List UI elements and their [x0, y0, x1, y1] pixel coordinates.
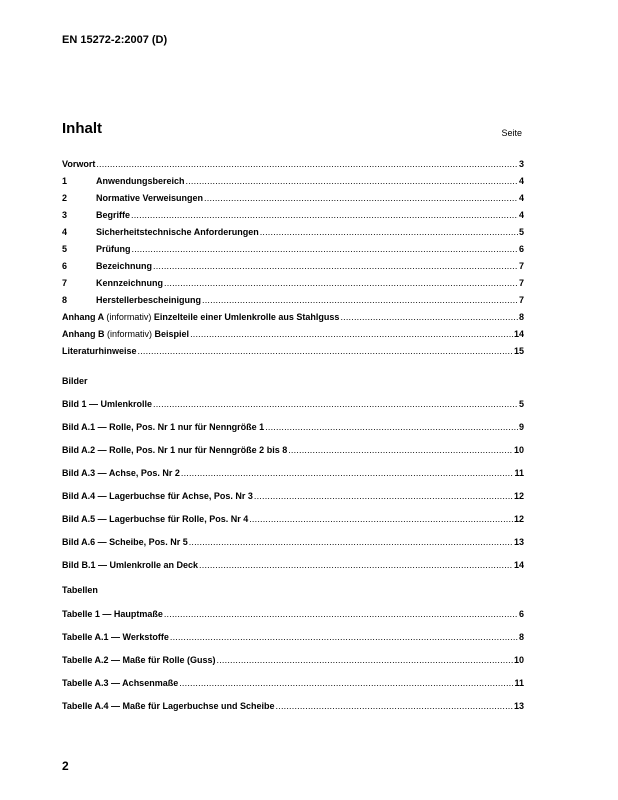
dot-leader — [276, 700, 513, 712]
toc-title: Inhalt — [62, 120, 102, 137]
toc-page-number: 4 — [518, 176, 524, 186]
dot-leader — [186, 175, 518, 187]
dot-leader — [190, 328, 513, 340]
dot-leader — [217, 654, 513, 666]
figure-entry-text: Bild A.4 — Lagerbuchse für Achse, Pos. Nr 3 — [62, 491, 253, 501]
toc-entry-text: Literaturhinweise — [62, 346, 137, 356]
figure-entry-text: Bild A.6 — Scheibe, Pos. Nr 5 — [62, 537, 188, 547]
figure-entry — [62, 536, 524, 548]
toc-entry-text — [62, 311, 339, 323]
dot-leader — [138, 345, 513, 357]
document-id: EN 15272-2:2007 (D) — [62, 34, 168, 46]
section-number: 1 — [62, 176, 68, 186]
figure-page-number: 13 — [513, 537, 524, 547]
figure-page-number: 11 — [514, 468, 524, 478]
dot-leader — [265, 421, 518, 433]
dot-leader — [340, 311, 518, 323]
dot-leader — [202, 294, 518, 306]
figure-entry-text: Bild B.1 — Umlenkrolle an Deck — [62, 560, 199, 570]
toc-page-number: 4 — [518, 210, 524, 220]
table-page-number: 11 — [514, 678, 524, 688]
dot-leader — [181, 467, 514, 479]
dot-leader — [164, 277, 518, 289]
annex-title: Einzelteile einer Umlenkrolle aus Stahlguss — [153, 312, 340, 322]
toc-entry-text: Herstellerbescheinigung — [96, 295, 202, 305]
table-entry — [62, 700, 524, 712]
dot-leader — [204, 192, 518, 204]
toc-entry-text: Prüfung — [96, 244, 131, 254]
figure-entry — [62, 513, 524, 525]
toc-entry — [62, 192, 524, 204]
toc-page-number: 4 — [518, 193, 524, 203]
toc-entry — [62, 243, 524, 255]
toc-page-number: 7 — [518, 295, 524, 305]
toc-page-number: 7 — [518, 278, 524, 288]
toc-entry-text: Bezeichnung — [96, 261, 153, 271]
dot-leader — [96, 158, 518, 170]
toc-page-number: 6 — [518, 244, 524, 254]
figure-entry — [62, 398, 524, 410]
table-entry-text: Tabelle A.4 — Maße für Lagerbuchse und Scheibe — [62, 701, 275, 711]
annex-label: Anhang A — [62, 312, 104, 322]
dot-leader — [164, 608, 518, 620]
tables-heading: Tabellen — [62, 585, 98, 595]
figure-entry-text: Bild A.2 — Rolle, Pos. Nr 1 nur für Nenngröße 2 bis 8 — [62, 445, 288, 455]
figure-page-number: 14 — [513, 560, 524, 570]
toc-entry — [62, 345, 524, 357]
annex-title: Beispiel — [154, 329, 190, 339]
toc-page-number: 7 — [518, 261, 524, 271]
section-number: 7 — [62, 278, 68, 288]
figure-entry — [62, 444, 524, 456]
toc-entry-text: Normative Verweisungen — [96, 193, 204, 203]
dot-leader — [260, 226, 518, 238]
dot-leader — [249, 513, 513, 525]
toc-entry-text: Sicherheitstechnische Anforderungen — [96, 227, 259, 237]
figures-heading: Bilder — [62, 376, 88, 386]
figure-page-number: 5 — [518, 399, 524, 409]
table-entry — [62, 631, 524, 643]
toc-entry — [62, 226, 524, 238]
table-entry-text: Tabelle A.1 — Werkstoffe — [62, 632, 169, 642]
toc-entry — [62, 209, 524, 221]
toc-entry — [62, 277, 524, 289]
page-number: 2 — [62, 759, 69, 773]
dot-leader — [170, 631, 518, 643]
dot-leader — [179, 677, 513, 689]
toc-page-number: 3 — [518, 159, 524, 169]
toc-entry — [62, 328, 524, 340]
table-page-number: 6 — [518, 609, 524, 619]
section-number: 5 — [62, 244, 68, 254]
toc-entry-text: Vorwort — [62, 159, 96, 169]
dot-leader — [153, 398, 518, 410]
table-page-number: 8 — [518, 632, 524, 642]
table-entry — [62, 608, 524, 620]
toc-entry — [62, 260, 524, 272]
figure-page-number: 10 — [513, 445, 524, 455]
table-entry — [62, 654, 524, 666]
section-number: 6 — [62, 261, 68, 271]
toc-entry-text: Anwendungsbereich — [96, 176, 185, 186]
toc-entry-text: Begriffe — [96, 210, 131, 220]
section-number: 2 — [62, 193, 68, 203]
figure-entry-text: Bild A.3 — Achse, Pos. Nr 2 — [62, 468, 180, 478]
section-number: 3 — [62, 210, 68, 220]
table-entry-text: Tabelle A.2 — Maße für Rolle (Guss) — [62, 655, 216, 665]
table-entry-text: Tabelle A.3 — Achsenmaße — [62, 678, 179, 688]
figure-entry-text: Bild A.1 — Rolle, Pos. Nr 1 nur für Nenngröße 1 — [62, 422, 265, 432]
figure-entry — [62, 559, 524, 571]
toc-page-number: 5 — [518, 227, 524, 237]
section-number: 4 — [62, 227, 68, 237]
table-entry-text: Tabelle 1 — Hauptmaße — [62, 609, 163, 619]
figure-entry — [62, 467, 524, 479]
figure-page-number: 12 — [513, 491, 524, 501]
informative-label: (informativ) — [106, 312, 152, 322]
figure-entry-text: Bild A.5 — Lagerbuchse für Rolle, Pos. Nr 4 — [62, 514, 249, 524]
page-column-label: Seite — [501, 128, 522, 138]
dot-leader — [131, 209, 518, 221]
toc-page-number: 14 — [513, 329, 524, 339]
toc-page-number: 8 — [518, 312, 524, 322]
dot-leader — [254, 490, 513, 502]
figure-page-number: 9 — [518, 422, 524, 432]
toc-entry-text: Kennzeichnung — [96, 278, 163, 288]
toc-entry — [62, 294, 524, 306]
figure-page-number: 12 — [513, 514, 524, 524]
dot-leader — [132, 243, 518, 255]
annex-label: Anhang B — [62, 329, 105, 339]
dot-leader — [288, 444, 513, 456]
dot-leader — [199, 559, 513, 571]
toc-entry — [62, 158, 524, 170]
figure-entry — [62, 421, 524, 433]
table-page-number: 13 — [513, 701, 524, 711]
informative-label: (informativ) — [107, 329, 153, 339]
dot-leader — [189, 536, 513, 548]
toc-entry-text — [62, 328, 189, 340]
figure-entry — [62, 490, 524, 502]
figure-entry-text: Bild 1 — Umlenkrolle — [62, 399, 153, 409]
section-number: 8 — [62, 295, 68, 305]
dot-leader — [153, 260, 518, 272]
toc-page-number: 15 — [513, 346, 524, 356]
toc-entry — [62, 311, 524, 323]
table-page-number: 10 — [513, 655, 524, 665]
toc-entry — [62, 175, 524, 187]
table-entry — [62, 677, 524, 689]
